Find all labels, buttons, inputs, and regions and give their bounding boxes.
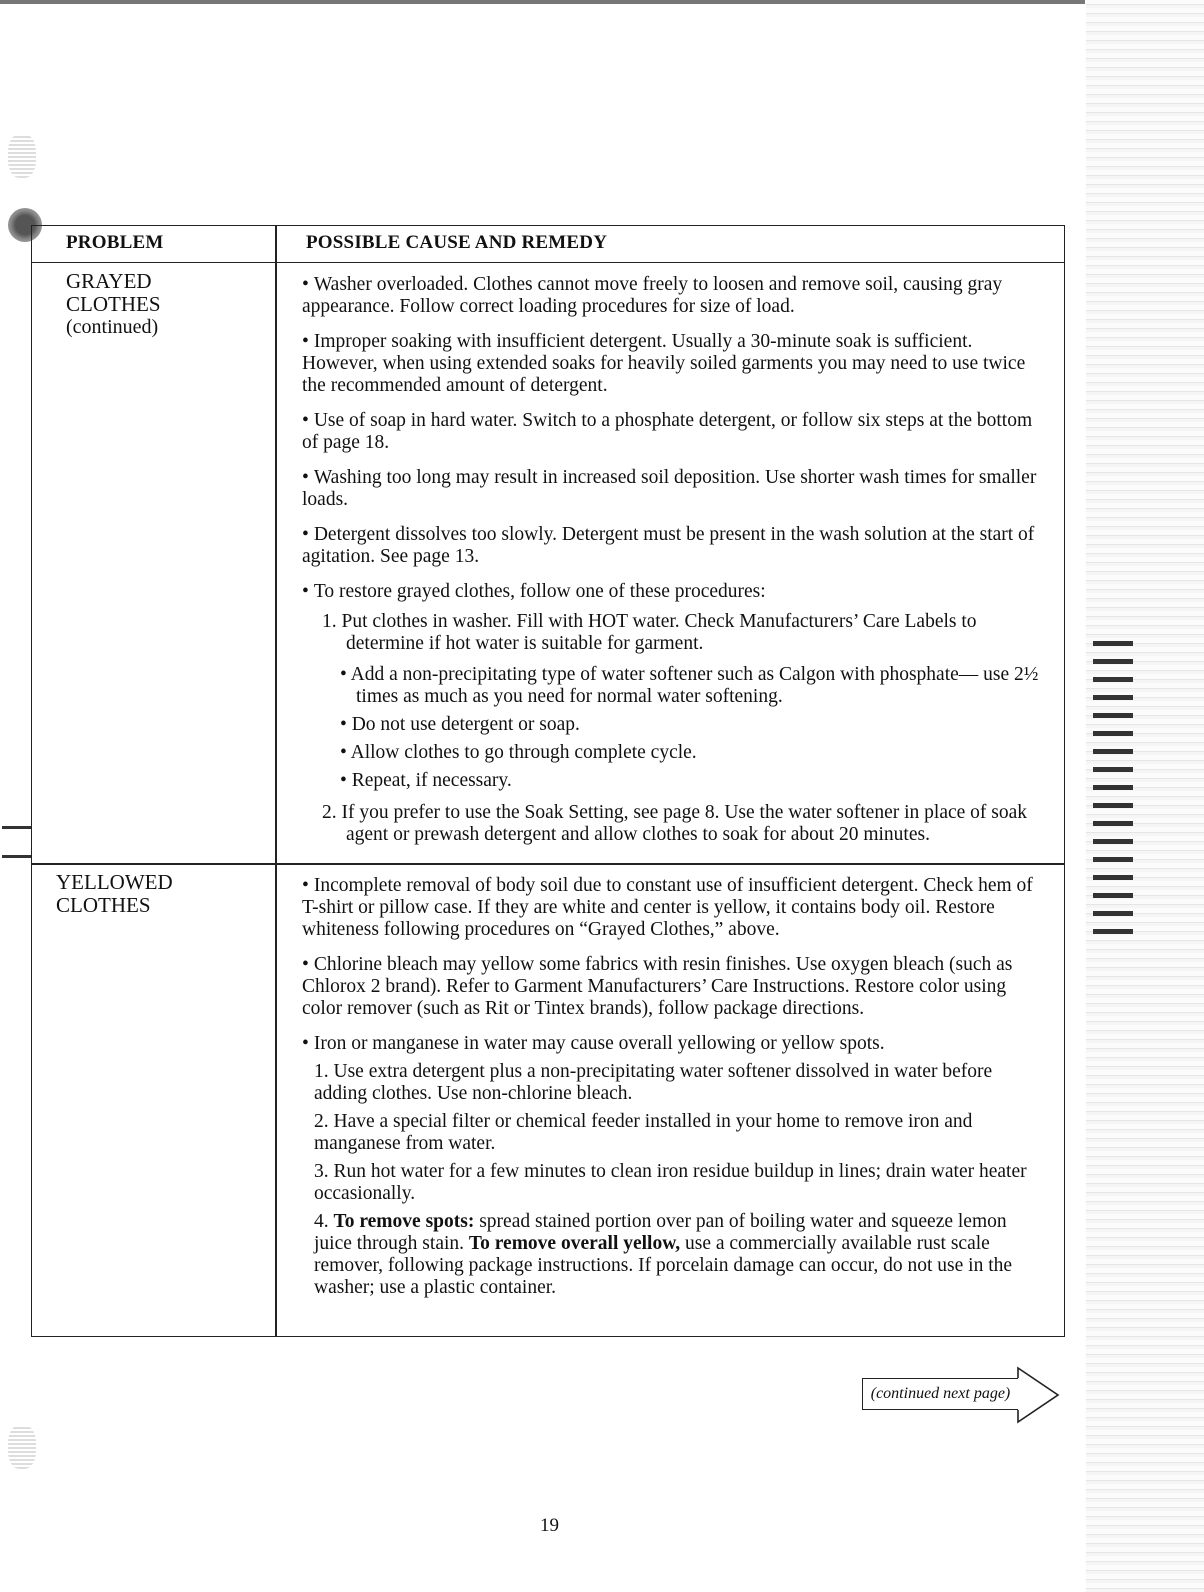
list-item: • Chlorine bleach may yellow some fabrics with resin finishes. Use oxygen bleach (such as Chlorox 2 brand). Refer to Garment Manufacturers’ Care Instructions. Restore color using color remover (such as Rit or Tintex brands), follow package directions. (302, 954, 1013, 1019)
side-mark (2, 826, 32, 829)
list-item: • Detergent dissolves too slowly. Detergent must be present in the wash solution at the start of agitation. See page 13. (302, 524, 1035, 567)
list-item: • To restore grayed clothes, follow one of these procedures: (302, 581, 766, 602)
list-item: • Add a non-precipitating type of water softener such as Calgon with phosphate— use 2½ times as much as you need for normal water softening. (340, 664, 1039, 707)
problem-yellowed: YELLOWED CLOTHES (56, 870, 173, 917)
remedy-yellowed (302, 875, 1042, 1308)
step-item: 2. If you prefer to use the Soak Setting, see page 8. Use the water softener in place of soak agent or prewash detergent and allow clothes to soak for about 20 minutes. (322, 802, 1028, 845)
row-divider (32, 863, 1064, 865)
list-item: • Washer overloaded. Clothes cannot move freely to loosen and remove soil, causing gray appearance. Follow correct loading procedures for size of load. (302, 274, 1003, 317)
step-item: 3. Run hot water for a few minutes to clean iron residue buildup in lines; drain water heater occasionally. (314, 1161, 1027, 1204)
table-header-row (32, 226, 1064, 263)
side-mark (2, 855, 32, 858)
list-item: • Incomplete removal of body soil due to constant use of insufficient detergent. Check hem of T-shirt or pillow case. If they are white and center is yellow, it contains body oil. Restore whiteness following procedures on “Grayed Clothes,” above. (302, 875, 1033, 940)
list-item: • Improper soaking with insufficient detergent. Usually a 30-minute soak is sufficient. However, when using extended soaks for heavily soiled garments you may need to use twice the recommended amount of detergent. (302, 331, 1026, 396)
header-problem: PROBLEM (66, 232, 164, 253)
list-item: • Use of soap in hard water. Switch to a phosphate detergent, or follow six steps at the bottom of page 18. (302, 410, 1033, 453)
list-item: • Washing too long may result in increased soil deposition. Use shorter wash times for smaller loads. (302, 467, 1037, 510)
step-item: 2. Have a special filter or chemical feeder installed in your home to remove iron and manganese from water. (314, 1111, 973, 1154)
step-item: 1. Use extra detergent plus a non-precipitating water softener dissolved in water before adding clothes. Use non-chlorine bleach. (314, 1061, 993, 1104)
page-number: 19 (540, 1515, 559, 1536)
remedy-grayed (302, 274, 1042, 855)
top-rule (0, 0, 1085, 4)
step-item: 1. Put clothes in washer. Fill with HOT water. Check Manufacturers’ Care Labels to determine if hot water is suitable for garment. (322, 611, 977, 654)
list-item: • Repeat, if necessary. (340, 770, 512, 791)
sub-list (340, 664, 1042, 792)
list-item: • Allow clothes to go through complete cycle. (340, 742, 697, 763)
arrow-right-icon (1010, 1366, 1062, 1424)
troubleshooting-table (31, 225, 1065, 1337)
step-item: 4. To remove spots: spread stained portion over pan of boiling water and squeeze lemon juice through stain. To remove overall yellow, use a commercially available rust scale remover, following package instructions. If porcelain damage can occur, do not use in the washer; use a plastic container. (314, 1211, 1013, 1298)
punch-hole-icon (8, 134, 36, 178)
scan-edge-marks (1093, 630, 1133, 940)
list-item: • Iron or manganese in water may cause overall yellowing or yellow spots. (302, 1033, 885, 1054)
column-divider (275, 226, 277, 1336)
continued-next-page-label: (continued next page) (862, 1378, 1018, 1410)
list-item: • Do not use detergent or soap. (340, 714, 580, 735)
header-cause-remedy: POSSIBLE CAUSE AND REMEDY (306, 232, 608, 253)
problem-grayed: GRAYED CLOTHES (continued) (66, 269, 161, 338)
punch-hole-icon (8, 1425, 36, 1469)
